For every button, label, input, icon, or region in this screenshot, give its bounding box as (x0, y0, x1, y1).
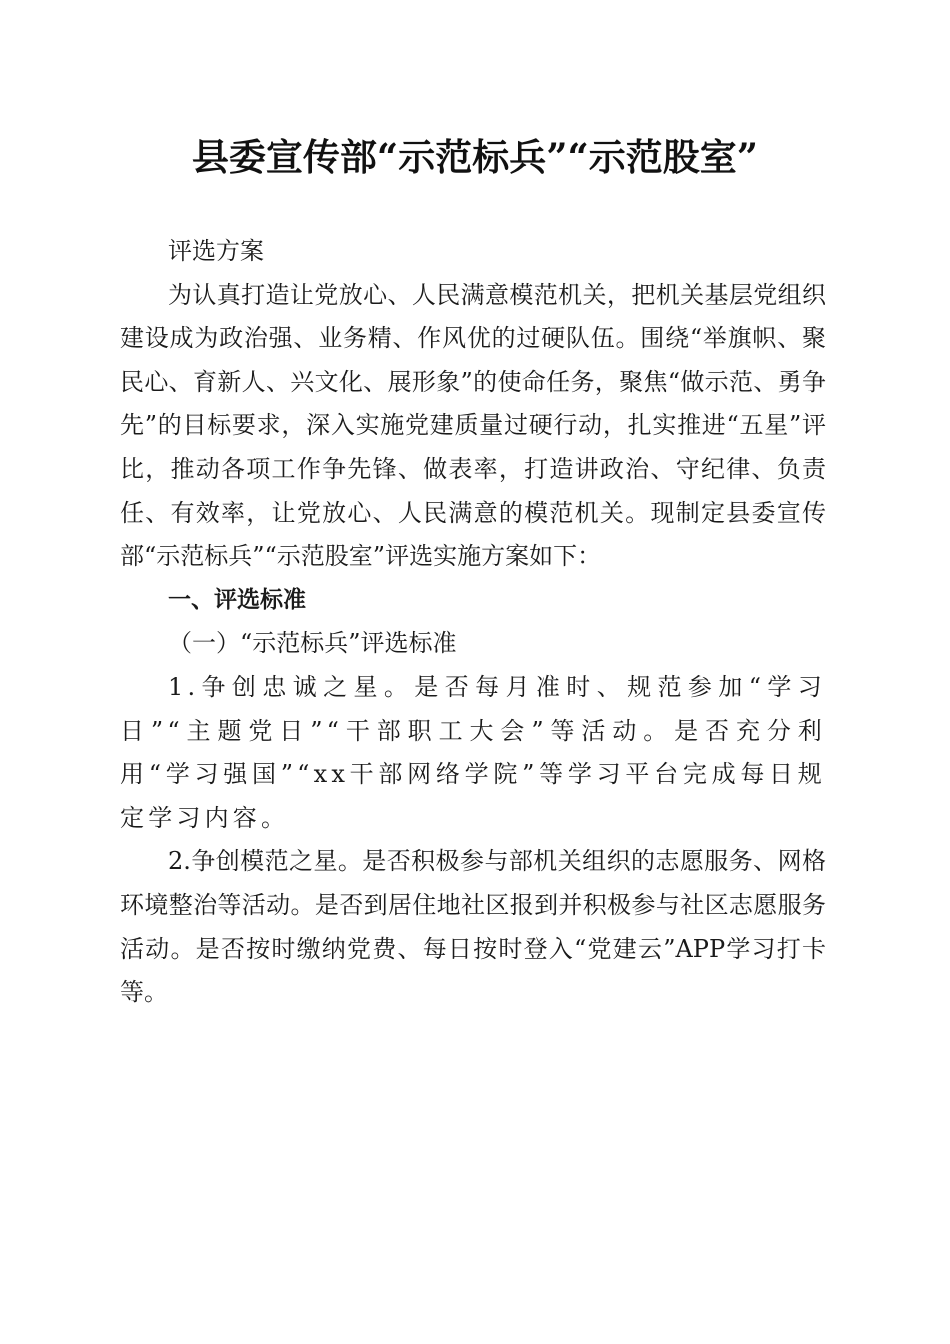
document-body (120, 230, 826, 1015)
subsection-heading-model-exemplar: （一）“示范标兵”评选标准 (168, 629, 457, 658)
criteria-item-loyalty-star: 1.争创忠诚之星。是否每月准时、规范参加“学习日”“主题党日”“干部职工大会”等活动。是否充分利用“学习强国”“xx干部网络学院”等学习平台完成每日规定学习内容。 (120, 672, 826, 832)
document-subtitle: 评选方案 (168, 237, 264, 265)
criteria-item-model-star: 2.争创模范之星。是否积极参与部机关组织的志愿服务、网格环境整治等活动。是否到居住地社区报到并积极参与社区志愿服务活动。是否按时缴纳党费、每日按时登入“党建云”APP学习打卡等。 (120, 847, 826, 1007)
document-title: 县委宣传部“示范标兵”“示范股室” (191, 135, 759, 179)
section-heading-criteria: 一、评选标准 (168, 586, 306, 613)
intro-paragraph: 为认真打造让党放心、人民满意模范机关，把机关基层党组织建设成为政治强、业务精、作风优的过硬队伍。围绕“举旗帜、聚民心、育新人、兴文化、展形象”的使命任务，聚焦“做示范、勇争先”的目标要求，深入实施党建质量过硬行动，扎实推进“五星”评比，推动各项工作争先锋、做表率，打造讲政治、守纪律、负责任、有效率，让党放心、人民满意的模范机关。现制定县委宣传部“示范标兵”“示范股室”评选实施方案如下： (120, 280, 826, 571)
